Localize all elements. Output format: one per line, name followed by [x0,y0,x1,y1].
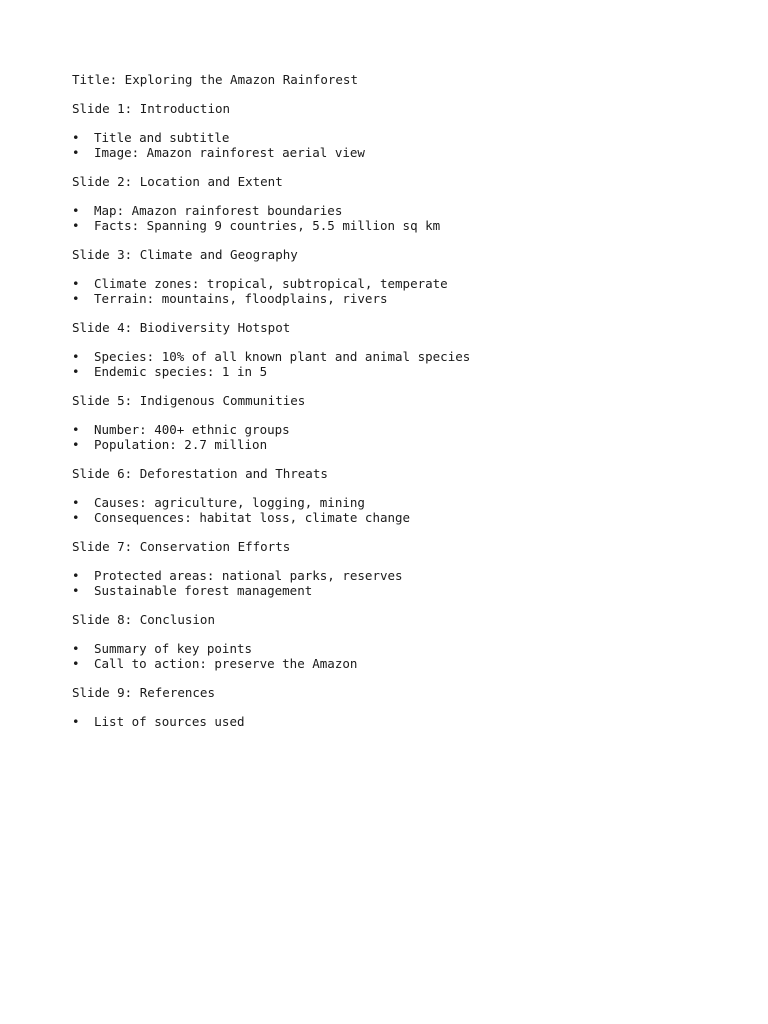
bullet-icon: • [72,656,80,671]
bullet-icon: • [72,510,80,525]
slide-section [72,320,712,379]
bullet-icon: • [72,276,80,291]
bullet-list [72,568,712,598]
bullet-icon: • [72,641,80,656]
bullet-text: Terrain: mountains, floodplains, rivers [94,291,388,306]
bullet-icon: • [72,568,80,583]
slide-section [72,539,712,598]
bullet-item [72,437,712,452]
bullet-text: Causes: agriculture, logging, mining [94,495,365,510]
bullet-item [72,656,712,671]
slide-section [72,466,712,525]
bullet-text: Facts: Spanning 9 countries, 5.5 million sq km [94,218,441,233]
bullet-list [72,276,712,306]
slide-section [72,612,712,671]
bullet-icon: • [72,130,80,145]
bullet-text: Map: Amazon rainforest boundaries [94,203,343,218]
bullet-list [72,349,712,379]
bullet-list [72,422,712,452]
slide-heading: Slide 3: Climate and Geography [72,247,298,262]
bullet-text: Consequences: habitat loss, climate change [94,510,411,525]
bullet-text: Image: Amazon rainforest aerial view [94,145,365,160]
slide-section [72,393,712,452]
bullet-icon: • [72,218,80,233]
slide-section [72,247,712,306]
bullet-icon: • [72,422,80,437]
bullet-item [72,130,712,145]
slide-heading: Slide 6: Deforestation and Threats [72,466,328,481]
slide-heading: Slide 1: Introduction [72,101,231,116]
slide-section [72,685,712,729]
bullet-list [72,130,712,160]
bullet-icon: • [72,714,80,729]
bullet-icon: • [72,349,80,364]
bullet-icon: • [72,291,80,306]
bullet-item [72,583,712,598]
bullet-list [72,641,712,671]
bullet-list [72,495,712,525]
bullet-text: Population: 2.7 million [94,437,268,452]
bullet-item [72,364,712,379]
slide-section [72,174,712,233]
bullet-text: Summary of key points [94,641,253,656]
bullet-icon: • [72,437,80,452]
bullet-item [72,568,712,583]
bullet-text: Number: 400+ ethnic groups [94,422,290,437]
slide-heading: Slide 4: Biodiversity Hotspot [72,320,291,335]
bullet-list [72,203,712,233]
document-page [72,72,712,743]
bullet-icon: • [72,203,80,218]
bullet-text: Sustainable forest management [94,583,313,598]
bullet-item [72,714,712,729]
bullet-text: Call to action: preserve the Amazon [94,656,358,671]
bullet-item [72,145,712,160]
slide-heading: Slide 5: Indigenous Communities [72,393,306,408]
bullet-text: List of sources used [94,714,245,729]
bullet-text: Species: 10% of all known plant and animal species [94,349,471,364]
bullet-item [72,276,712,291]
slide-heading: Slide 9: References [72,685,215,700]
bullet-item [72,203,712,218]
bullet-icon: • [72,145,80,160]
bullet-text: Climate zones: tropical, subtropical, temperate [94,276,448,291]
bullet-item [72,218,712,233]
bullet-item [72,349,712,364]
bullet-icon: • [72,495,80,510]
bullet-item [72,641,712,656]
bullet-icon: • [72,364,80,379]
slide-section [72,101,712,160]
bullet-list [72,714,712,729]
bullet-icon: • [72,583,80,598]
bullet-item [72,510,712,525]
bullet-text: Title and subtitle [94,130,230,145]
bullet-text: Protected areas: national parks, reserves [94,568,403,583]
slide-heading: Slide 2: Location and Extent [72,174,283,189]
bullet-item [72,422,712,437]
bullet-item [72,291,712,306]
slide-heading: Slide 7: Conservation Efforts [72,539,291,554]
document-title: Title: Exploring the Amazon Rainforest [72,72,358,87]
bullet-item [72,495,712,510]
slide-outline [72,101,712,729]
slide-heading: Slide 8: Conclusion [72,612,215,627]
bullet-text: Endemic species: 1 in 5 [94,364,268,379]
